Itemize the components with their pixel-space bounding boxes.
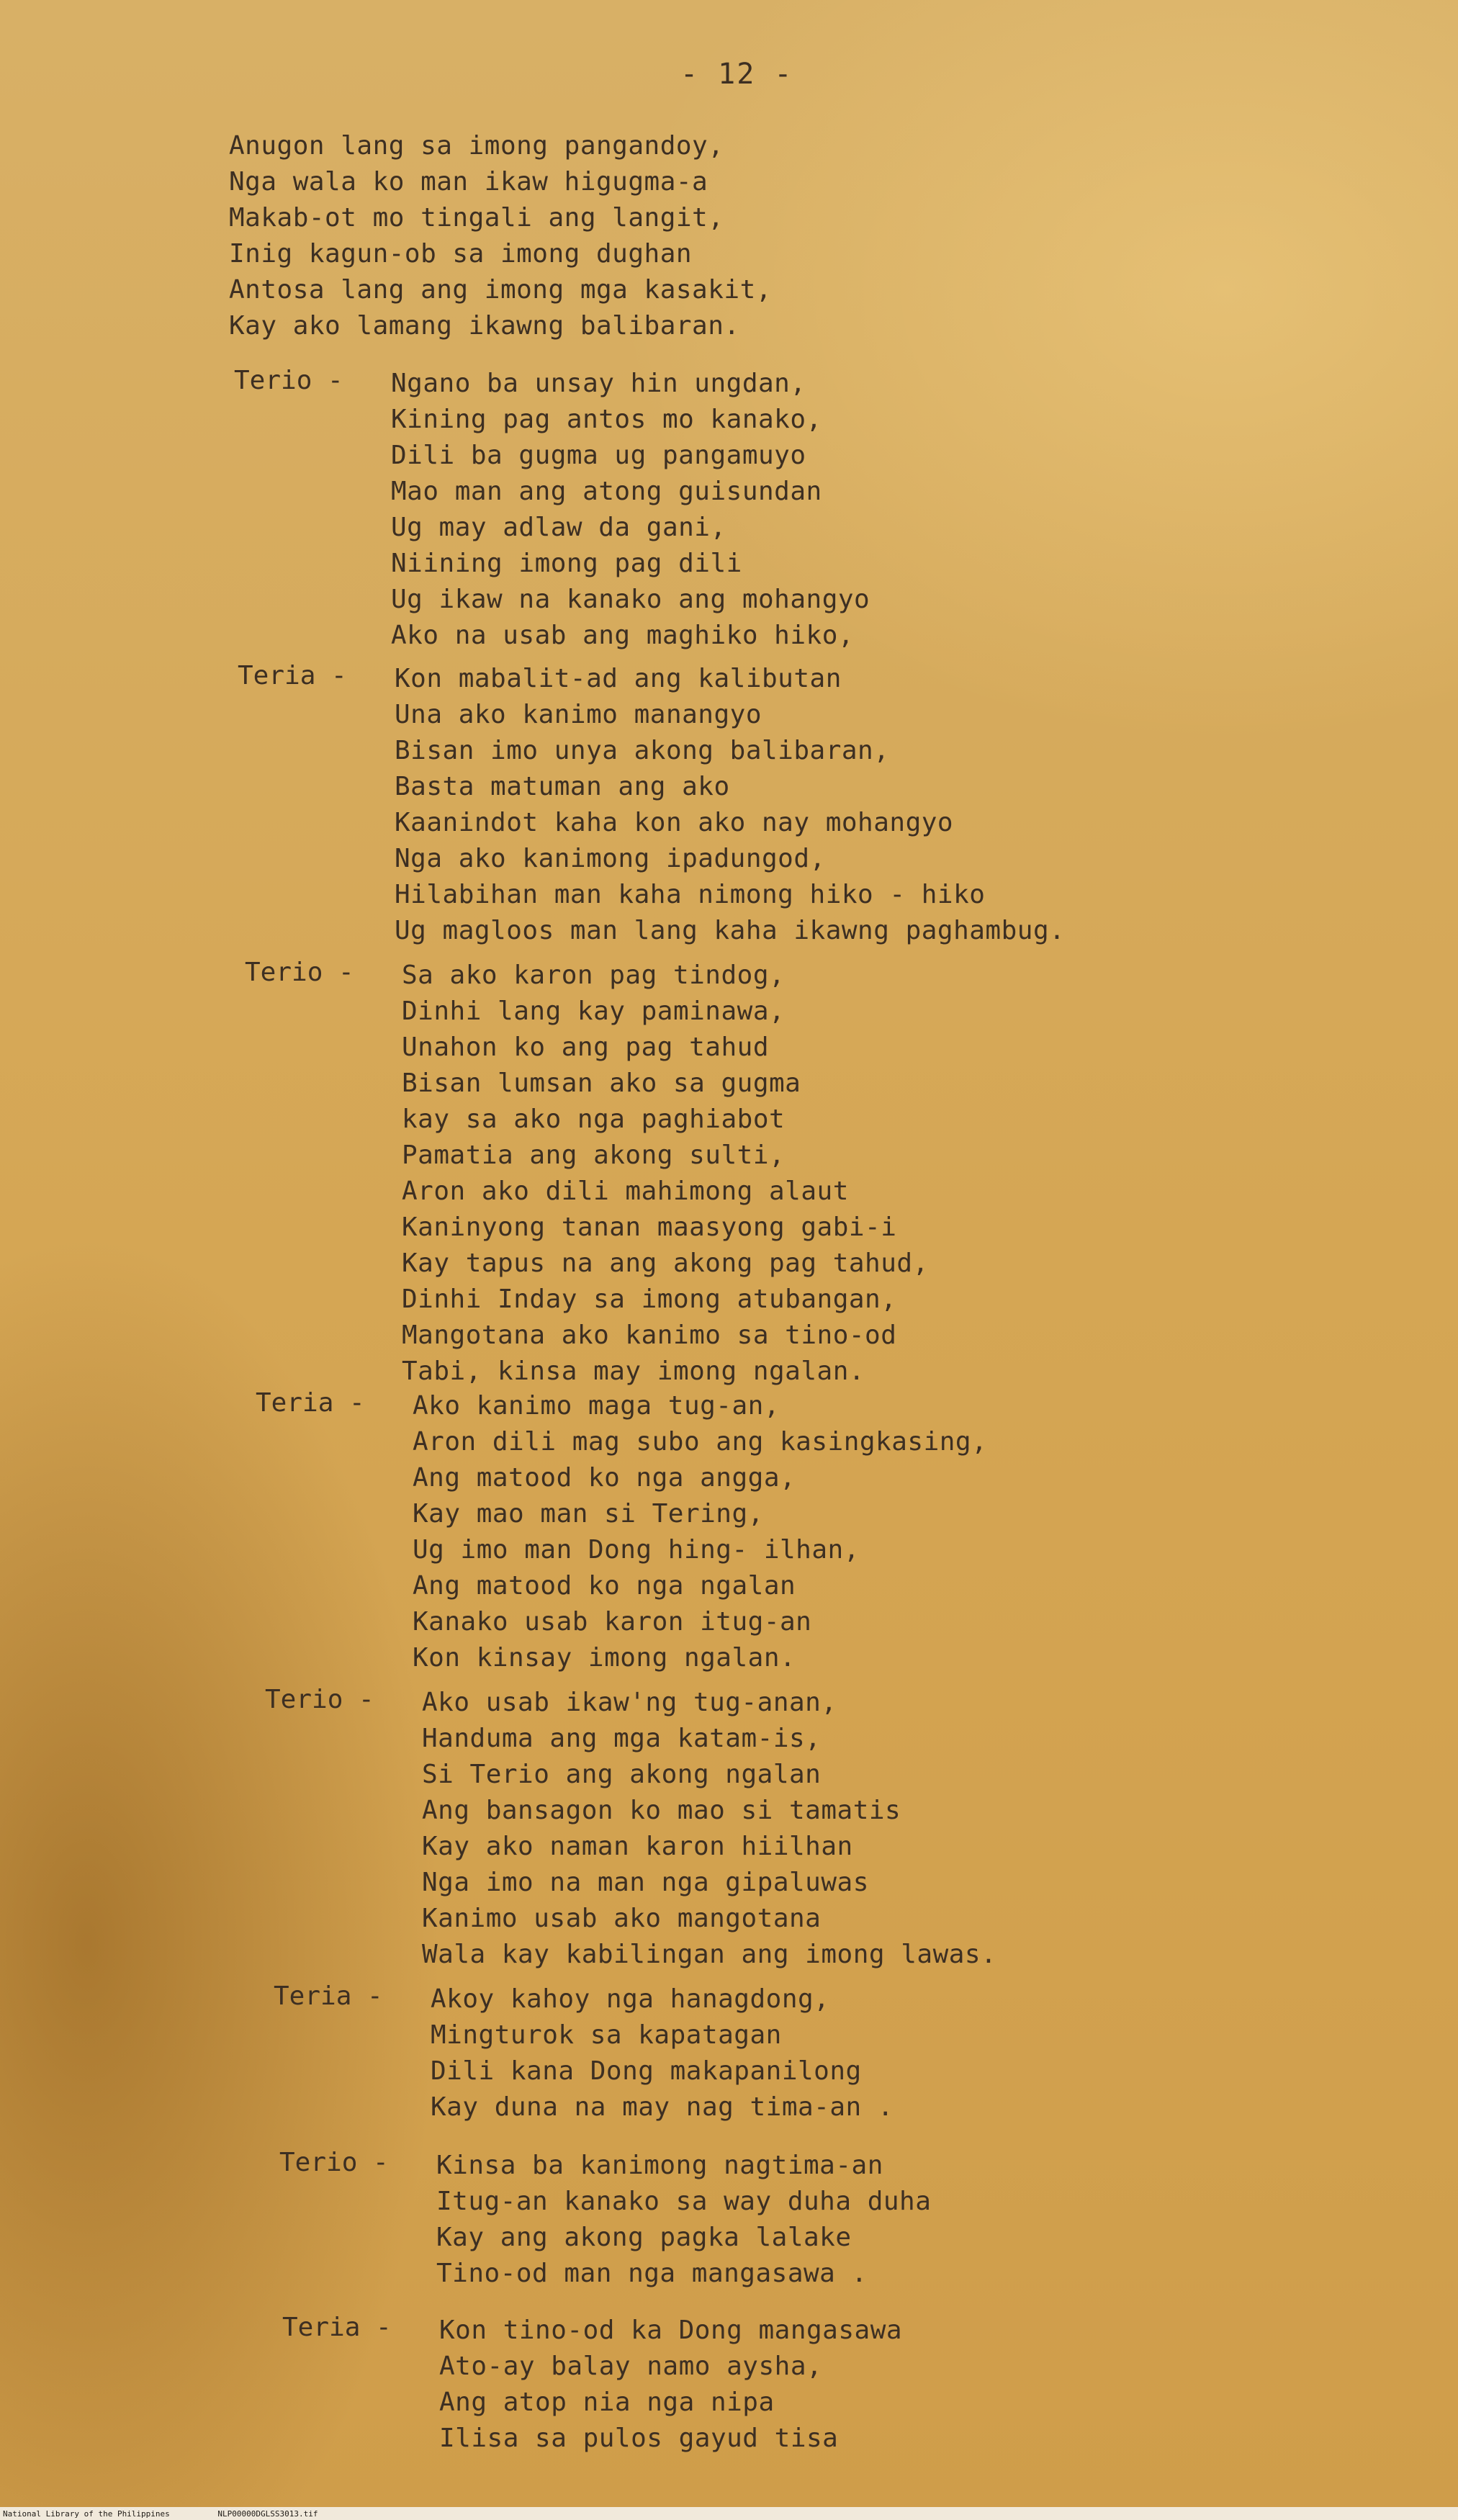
verse-line: Ato-ay balay namo aysha, [439,2352,823,2381]
verse-line: Ilisa sa pulos gayud tisa [439,2424,839,2453]
verse-line: Nga wala ko man ikaw higugma-a [229,167,708,197]
speaker-label [279,2148,389,2177]
verse-line: Kanako usab karon itug-an [413,1607,812,1637]
verse-line: Kay tapus na ang akong pag tahud, [402,1248,929,1278]
verse-line: Mao man ang atong guisundan [391,477,822,506]
speaker-label [245,958,354,987]
verse-line: Kaninyong tanan maasyong gabi-i [402,1212,897,1242]
verse-line: kay sa ako nga paghiabot [402,1104,786,1134]
stanza-lines [413,1388,987,1676]
speaker-name: Teria - [256,1388,365,1418]
verse-line: Handuma ang mga katam-is, [422,1724,822,1753]
stanza-lines [431,1981,894,2125]
verse-line: Sa ako karon pag tindog, [402,960,786,990]
stanza-lines [391,366,870,654]
verse-line: Itug-an kanako sa way duha duha [436,2187,932,2216]
speaker-label [265,1685,374,1714]
speaker-label [282,2313,392,2342]
speaker-label [234,366,343,395]
stanza-lines [402,958,929,1390]
verse-line: Ug ikaw na kanako ang mohangyo [391,585,870,614]
stanza-lines [439,2313,902,2457]
page-number: - 12 - [680,58,793,91]
file-name: NLP00000DGLSS3013.tif [217,2509,318,2519]
verse-line: Mingturok sa kapatagan [431,2020,782,2050]
verse-line: Hilabihan man kaha nimong hiko - hiko [395,880,986,909]
verse-line: Nga imo na man nga gipaluwas [422,1868,869,1897]
verse-line: Kay duna na may nag tima-an . [431,2092,894,2122]
verse-line: Pamatia ang akong sulti, [402,1140,786,1170]
verse-line: Kay ako naman karon hiilhan [422,1832,853,1861]
verse-line: Kay ang akong pagka lalake [436,2223,852,2252]
verse-line: Una ako kanimo manangyo [395,700,762,729]
verse-line: Anugon lang sa imong pangandoy, [229,131,724,161]
verse-line: Ug magloos man lang kaha ikawng paghambug. [395,916,1066,945]
stanza-lines [229,128,772,344]
speaker-name: Terio - [245,958,354,987]
verse-line: Mangotana ako kanimo sa tino-od [402,1320,897,1350]
verse-line: Basta matuman ang ako [395,772,730,801]
speaker-name: Teria - [282,2313,392,2342]
verse-line: Kinsa ba kanimong nagtima-an [436,2151,883,2180]
verse-line: Tino-od man nga mangasawa . [436,2259,868,2288]
speaker-name: Teria - [274,1981,383,2011]
verse-line: Tabi, kinsa may imong ngalan. [402,1356,865,1386]
verse-line: Dinhi lang kay paminawa, [402,996,786,1026]
verse-line: Ug may adlaw da gani, [391,513,726,542]
verse-line: Inig kagun-ob sa imong dughan [229,239,693,269]
verse-line: Ang matood ko nga ngalan [413,1571,796,1601]
verse-line: Kay ako lamang ikawng balibaran. [229,311,740,341]
verse-line: Kining pag antos mo kanako, [391,405,822,434]
speaker-label [274,1981,383,2011]
speaker-label [256,1388,365,1418]
verse-line: Kon kinsay imong ngalan. [413,1643,796,1673]
speaker-name: Terio - [265,1685,374,1714]
verse-line: Bisan imo unya akong balibaran, [395,736,890,765]
verse-line: Antosa lang ang imong mga kasakit, [229,275,772,305]
verse-line: Bisan lumsan ako sa gugma [402,1068,801,1098]
library-credit: National Library of the Philippines [3,2509,170,2519]
speaker-name: Terio - [279,2148,389,2177]
verse-line: Niining imong pag dili [391,549,742,578]
speaker-name: Terio - [234,366,343,395]
speaker-label [238,661,347,690]
stanza-lines [395,661,1065,949]
verse-line: Si Terio ang akong ngalan [422,1760,822,1789]
verse-line: Kaanindot kaha kon ako nay mohangyo [395,808,954,837]
verse-line: Ako usab ikaw'ng tug-anan, [422,1688,837,1717]
verse-line: Akoy kahoy nga hanagdong, [431,1984,830,2014]
verse-line: Unahon ko ang pag tahud [402,1032,769,1062]
verse-line: Kon tino-od ka Dong mangasawa [439,2316,903,2345]
verse-line: Ako kanimo maga tug-an, [413,1391,780,1421]
verse-line: Kanimo usab ako mangotana [422,1904,822,1933]
verse-line: Nga ako kanimong ipadungod, [395,844,826,873]
verse-line: Ako na usab ang maghiko hiko, [391,621,855,650]
verse-line: Ang matood ko nga angga, [413,1463,796,1493]
verse-line: Dinhi Inday sa imong atubangan, [402,1284,897,1314]
verse-line: Ang bansagon ko mao si tamatis [422,1796,901,1825]
stanza-lines [436,2148,931,2292]
verse-line: Wala kay kabilingan ang imong lawas. [422,1940,997,1969]
verse-line: Ngano ba unsay hin ungdan, [391,369,806,398]
speaker-name: Teria - [238,661,347,690]
verse-line: Dili kana Dong makapanilong [431,2056,862,2086]
verse-line: Aron dili mag subo ang kasingkasing, [413,1427,988,1457]
verse-line: Kon mabalit-ad ang kalibutan [395,664,842,693]
verse-line: Ang atop nia nga nipa [439,2388,775,2417]
verse-line: Makab-ot mo tingali ang langit, [229,203,724,233]
verse-line: Kay mao man si Tering, [413,1499,764,1529]
stanza-lines [422,1685,996,1973]
verse-line: Ug imo man Dong hing- ilhan, [413,1535,860,1565]
verse-line: Dili ba gugma ug pangamuyo [391,441,806,470]
scan-footer [3,2510,361,2519]
verse-line: Aron ako dili mahimong alaut [402,1176,849,1206]
